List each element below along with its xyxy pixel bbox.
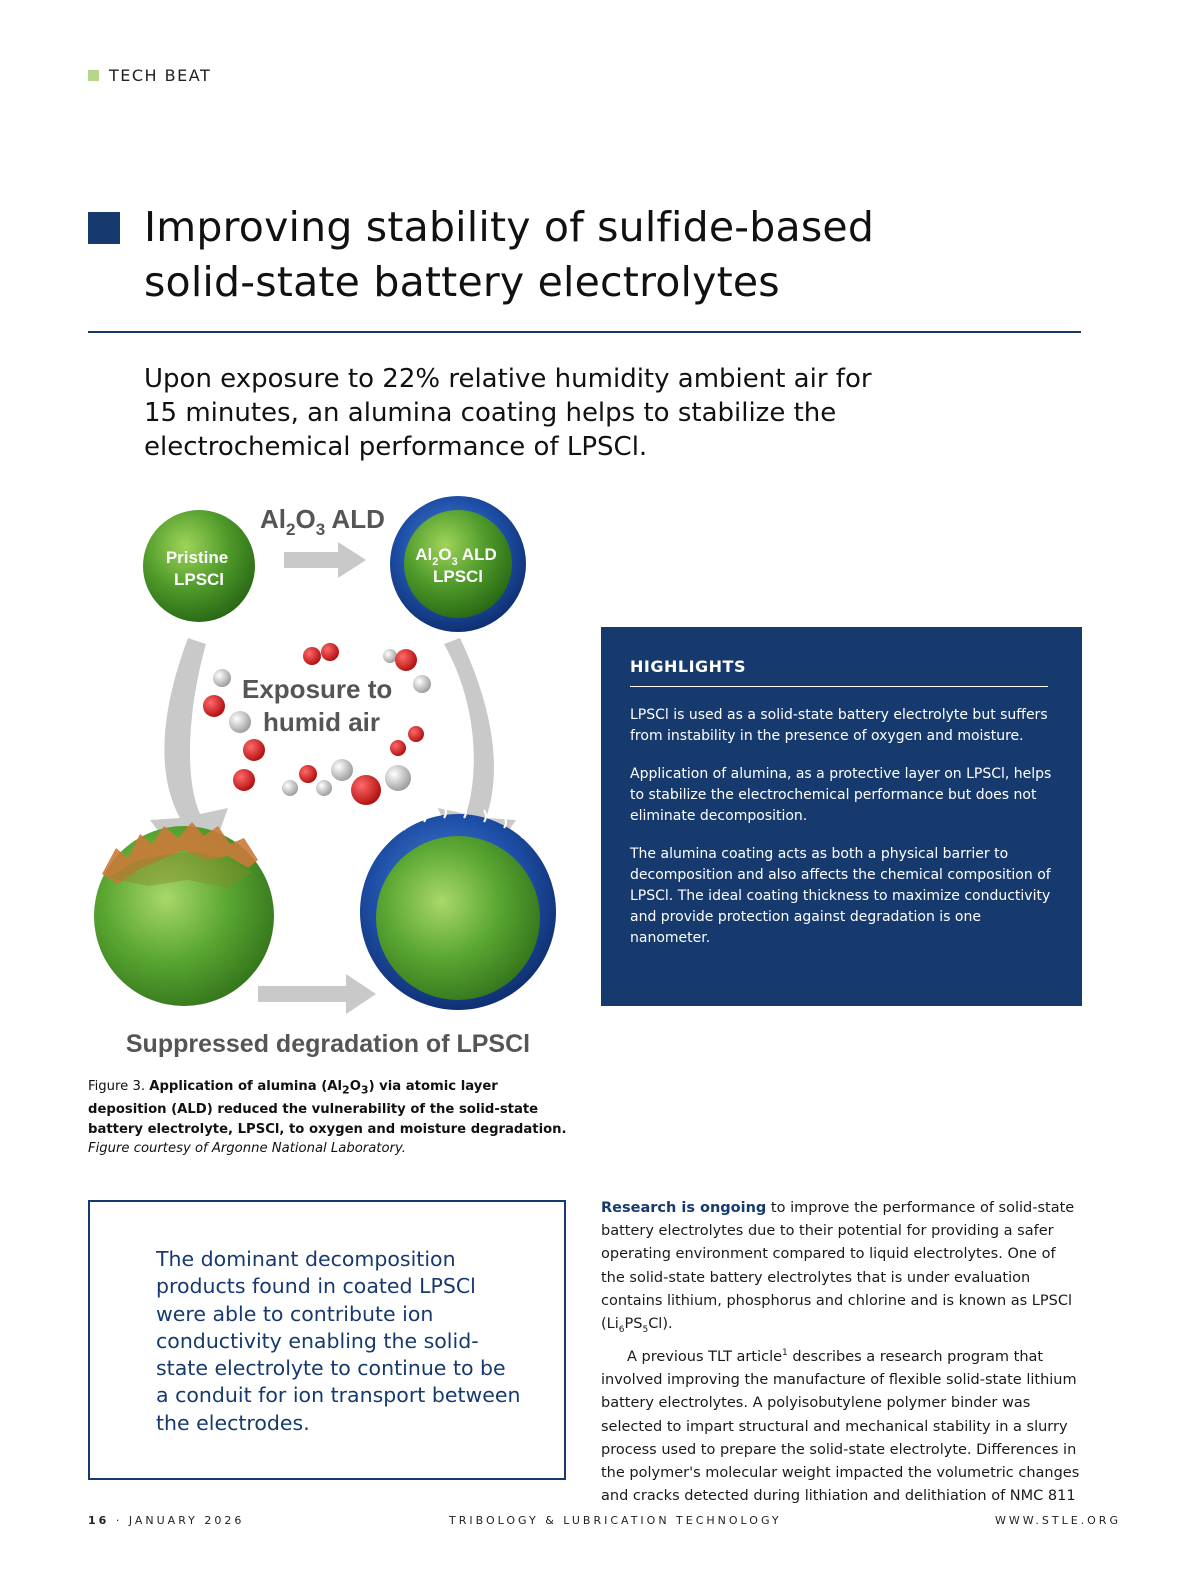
highlight-item: The alumina coating acts as both a physical barrier to decomposition and also affects the chemical composition of LPSCl. The ideal coating thickness to maximize conductivity and provide protection against degradation is one nanometer. [630,846,1051,946]
footnote-ref-1[interactable]: 1 [782,1348,788,1359]
page-number: 16 [88,1514,110,1527]
exposure-label-2: humid air [263,707,381,737]
section-tag [88,66,211,85]
caption-bold-a: Application of alumina (Al [149,1079,343,1094]
highlight-item: LPSCl is used as a solid-state battery electrolyte but suffers from instability in the presence of oxygen and moisture. [630,707,1048,744]
article-body [601,1197,1081,1508]
ald-label-2: LPSCl [432,567,484,586]
svg-text:Al2O3 ALD: $Al_2O_3$ ALD [415,545,497,568]
highlight-item: Application of alumina, as a protective layer on LPSCl, helps to stabilize the electrochemical performance but does not eliminate decomposition. [630,766,1052,824]
article-title [144,200,1044,310]
body-p2-b: describes a research program that involved improving the manufacture of flexible solid-state lithium battery electrolytes. A polyisobutylene polymer binder was selected to impart structural and mechanical stability in a slurry process used to prepare the solid-state electrolyte. Differences in the polymer's molecular weight impacted the volumetric changes and cracks detected during lithiation and delithiation of NMC 811 [601,1348,1080,1505]
highlights-box [601,627,1082,1006]
figure-bottom-label: Suppressed degradation of LPSCl [125,1030,531,1058]
issue-date: JANUARY 2026 [128,1514,245,1527]
svg-text:Al2O3 ALD: $Al_2O_3$ ALD [260,504,385,539]
title-divider [88,331,1081,333]
molecule-o2-3 [390,726,424,756]
molecule-h2o-4 [331,759,411,805]
pristine-label-2: LPSCl [173,570,225,589]
caption-sub-2: 2 [342,1083,350,1097]
publication-name: TRIBOLOGY & LUBRICATION TECHNOLOGY [449,1514,782,1527]
section-tag-label: TECH BEAT [109,66,212,85]
highlights-divider [630,686,1048,687]
caption-bold-c: ) via atomic layer deposition (ALD) reduced the vulnerability of the solid-state battery electrolyte, LPSCl, to oxygen and moisture degradation. [88,1079,567,1137]
caption-sub-3: 3 [360,1083,369,1097]
body-paragraph-2 [601,1342,1081,1508]
title-marker-icon [88,212,120,244]
body-p1-end: Cl). [648,1316,673,1333]
section-marker-icon [88,70,99,81]
exposure-label-1: Exposure to [242,674,393,704]
caption-bold-b: O [349,1079,361,1094]
article-deck: Upon exposure to 22% relative humidity ambient air for 15 minutes, an alumina coating helps to stabilize the electrochemical performance of LPSCl. [144,364,872,462]
website-link[interactable]: WWW.STLE.ORG [995,1514,1121,1527]
body-p1-sub6: 6 [618,1324,625,1335]
pristine-label-1: Pristine [165,548,229,567]
coated-lpscl-sphere-core [376,836,540,1000]
run-in-heading: Research is ongoing [601,1200,767,1216]
top-arrow [284,542,366,578]
molecule-o2-2 [233,739,265,791]
body-p1-ps: PS [624,1316,643,1333]
figure-3-illustration [88,488,568,1072]
title-line-1: Improving stability of sulfide-based [144,203,875,251]
caption-prefix: Figure 3. [88,1079,150,1094]
pull-quote-box [88,1200,566,1480]
footer-separator: · [115,1514,123,1527]
body-p1-text: to improve the performance of solid-state battery electrolytes due to their potential for providing a safer operating environment compared to liquid electrolytes. One of the solid-state battery electrolytes that is under evaluation contains lithium, phosphorus and chlorine and is known as LPSCl (Li [601,1200,1075,1333]
figure-caption [88,1077,568,1159]
body-p2-a: A previous TLT article [627,1348,783,1365]
body-p1-sub5: 5 [642,1324,649,1335]
molecule-h2o-3 [282,765,332,796]
title-line-2: solid-state battery electrolytes [144,258,780,306]
body-paragraph-1 [601,1197,1081,1342]
molecule-o2-1 [303,643,339,665]
footer-page-date [88,1514,244,1527]
highlights-title: HIGHLIGHTS [630,657,746,676]
bottom-arrow [258,974,376,1014]
pull-quote-text: The dominant decomposition products found in coated LPSCl were able to contribute ion conductivity enabling the solid-state electrolyte to continue to be a conduit for ion transport between the electrodes. [156,1247,521,1435]
caption-credit: Figure courtesy of Argonne National Laboratory. [88,1141,406,1157]
ald-coated-sphere-core [404,510,512,618]
